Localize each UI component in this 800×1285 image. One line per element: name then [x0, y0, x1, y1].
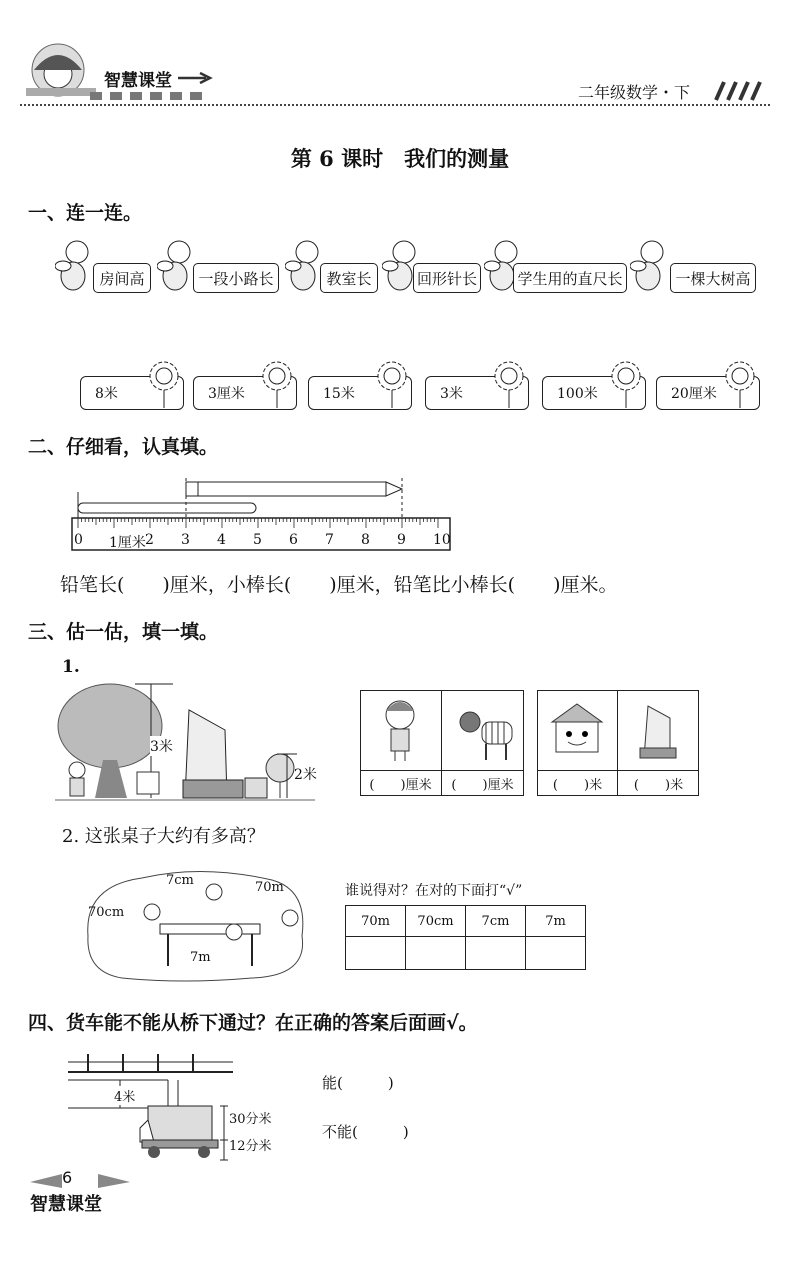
option-7cm: 7cm — [466, 906, 526, 937]
section-2-sentence[interactable]: 铅笔长( )厘米，小棒长( )厘米，铅笔比小棒长( )厘米。 — [60, 574, 618, 596]
bubble-7cm: 7cm — [166, 873, 194, 888]
value-label: 3米 — [440, 386, 463, 402]
question-1-label: 1. — [62, 657, 80, 677]
item-tree-height[interactable]: 一棵大树高 — [670, 263, 756, 293]
option-70m: 70m — [346, 906, 406, 937]
cell-building-m[interactable]: ( )米 — [633, 778, 684, 793]
bridge-height-label: 4米 — [114, 1086, 135, 1105]
section-2-heading: 二、仔细看，认真填。 — [28, 436, 219, 458]
building-icon — [632, 698, 682, 762]
flower-icon — [722, 360, 758, 410]
scene-illustration — [55, 680, 325, 805]
cell-house-m[interactable]: ( )米 — [552, 778, 603, 793]
question-2-label: 2. 这张桌子大约有多高？ — [62, 826, 265, 847]
ruler-label: 9 — [397, 532, 406, 548]
ruler-label: 10 — [433, 532, 451, 548]
section-3-heading: 三、估一估，填一填。 — [28, 621, 219, 643]
item-classroom-length[interactable]: 教室长 — [320, 263, 378, 293]
page-title: 第 6 课时 我们的测量 — [290, 146, 510, 171]
header-logo: 智慧课堂 — [104, 71, 172, 91]
value-label: 20厘米 — [671, 386, 717, 402]
ruler-label: 2 — [145, 532, 154, 548]
ruler-label: 6 — [289, 532, 298, 548]
tree-height-label: 3米 — [150, 736, 173, 756]
ruler-label: 3 — [181, 532, 190, 548]
ruler-label: 4 — [217, 532, 226, 548]
answer-no[interactable]: 不能( ) — [322, 1123, 409, 1141]
footer-logo: 智慧课堂 — [30, 1194, 102, 1215]
value-label: 3厘米 — [208, 386, 245, 402]
zebra-icon — [456, 700, 518, 764]
header-grade: 二年级数学・下 — [578, 83, 691, 102]
bee-icon — [55, 238, 95, 298]
item-path-length[interactable]: 一段小路长 — [193, 263, 279, 293]
answer-yes[interactable]: 能( ) — [322, 1074, 394, 1092]
ruler-label: 0 — [74, 532, 83, 548]
value-label: 8米 — [95, 386, 118, 402]
footer-page-arrows — [28, 1168, 132, 1190]
ruler-label: 1厘米 — [109, 535, 146, 551]
choice-table — [345, 905, 586, 970]
flower-icon — [608, 360, 644, 410]
truck-base-label: 12分米 — [229, 1139, 272, 1154]
item-ruler-length[interactable]: 学生用的直尺长 — [513, 263, 627, 293]
ruler-label: 8 — [361, 532, 370, 548]
flower-icon — [491, 360, 527, 410]
answer-cell[interactable] — [346, 937, 406, 970]
ruler-label: 7 — [325, 532, 334, 548]
bubble-70cm: 70cm — [88, 905, 125, 920]
flower-icon — [259, 360, 295, 410]
girl-icon — [375, 697, 425, 763]
bubble-70m: 70m — [255, 880, 284, 895]
cell-zebra-cm[interactable]: ( )厘米 — [451, 778, 514, 793]
option-70cm: 70cm — [406, 906, 466, 937]
section-4-heading: 四、货车能不能从桥下通过？在正确的答案后面画√。 — [28, 1012, 478, 1034]
ruler-label: 5 — [253, 532, 262, 548]
arrow-icon — [178, 72, 214, 84]
bee-icon — [630, 238, 670, 298]
bubble-7m: 7m — [190, 950, 211, 965]
bee-icon — [285, 238, 325, 298]
flower-icon — [374, 360, 410, 410]
choice-prompt: 谁说得对？在对的下面打“√” — [345, 883, 523, 899]
small-tree-height-label: 2米 — [294, 767, 317, 783]
answer-cell[interactable] — [466, 937, 526, 970]
truck-load-label: 30分米 — [229, 1112, 272, 1127]
value-label: 100米 — [557, 386, 598, 402]
bee-icon — [157, 238, 197, 298]
flower-icon — [146, 360, 182, 410]
answer-cell[interactable] — [526, 937, 586, 970]
answer-cell[interactable] — [406, 937, 466, 970]
bridge-truck-illustration — [68, 1050, 248, 1162]
house-icon — [548, 700, 606, 760]
header-dash-decoration — [90, 92, 220, 102]
header-divider — [20, 104, 770, 106]
item-room-height[interactable]: 房间高 — [93, 263, 151, 293]
page-number: 6 — [62, 1168, 73, 1187]
option-7m: 7m — [526, 906, 586, 937]
cell-girl-cm[interactable]: ( )厘米 — [369, 778, 432, 793]
header-slashes — [708, 80, 768, 102]
section-1-heading: 一、连一连。 — [28, 202, 143, 224]
value-label: 15米 — [323, 386, 355, 402]
item-paperclip-length[interactable]: 回形针长 — [413, 263, 481, 293]
